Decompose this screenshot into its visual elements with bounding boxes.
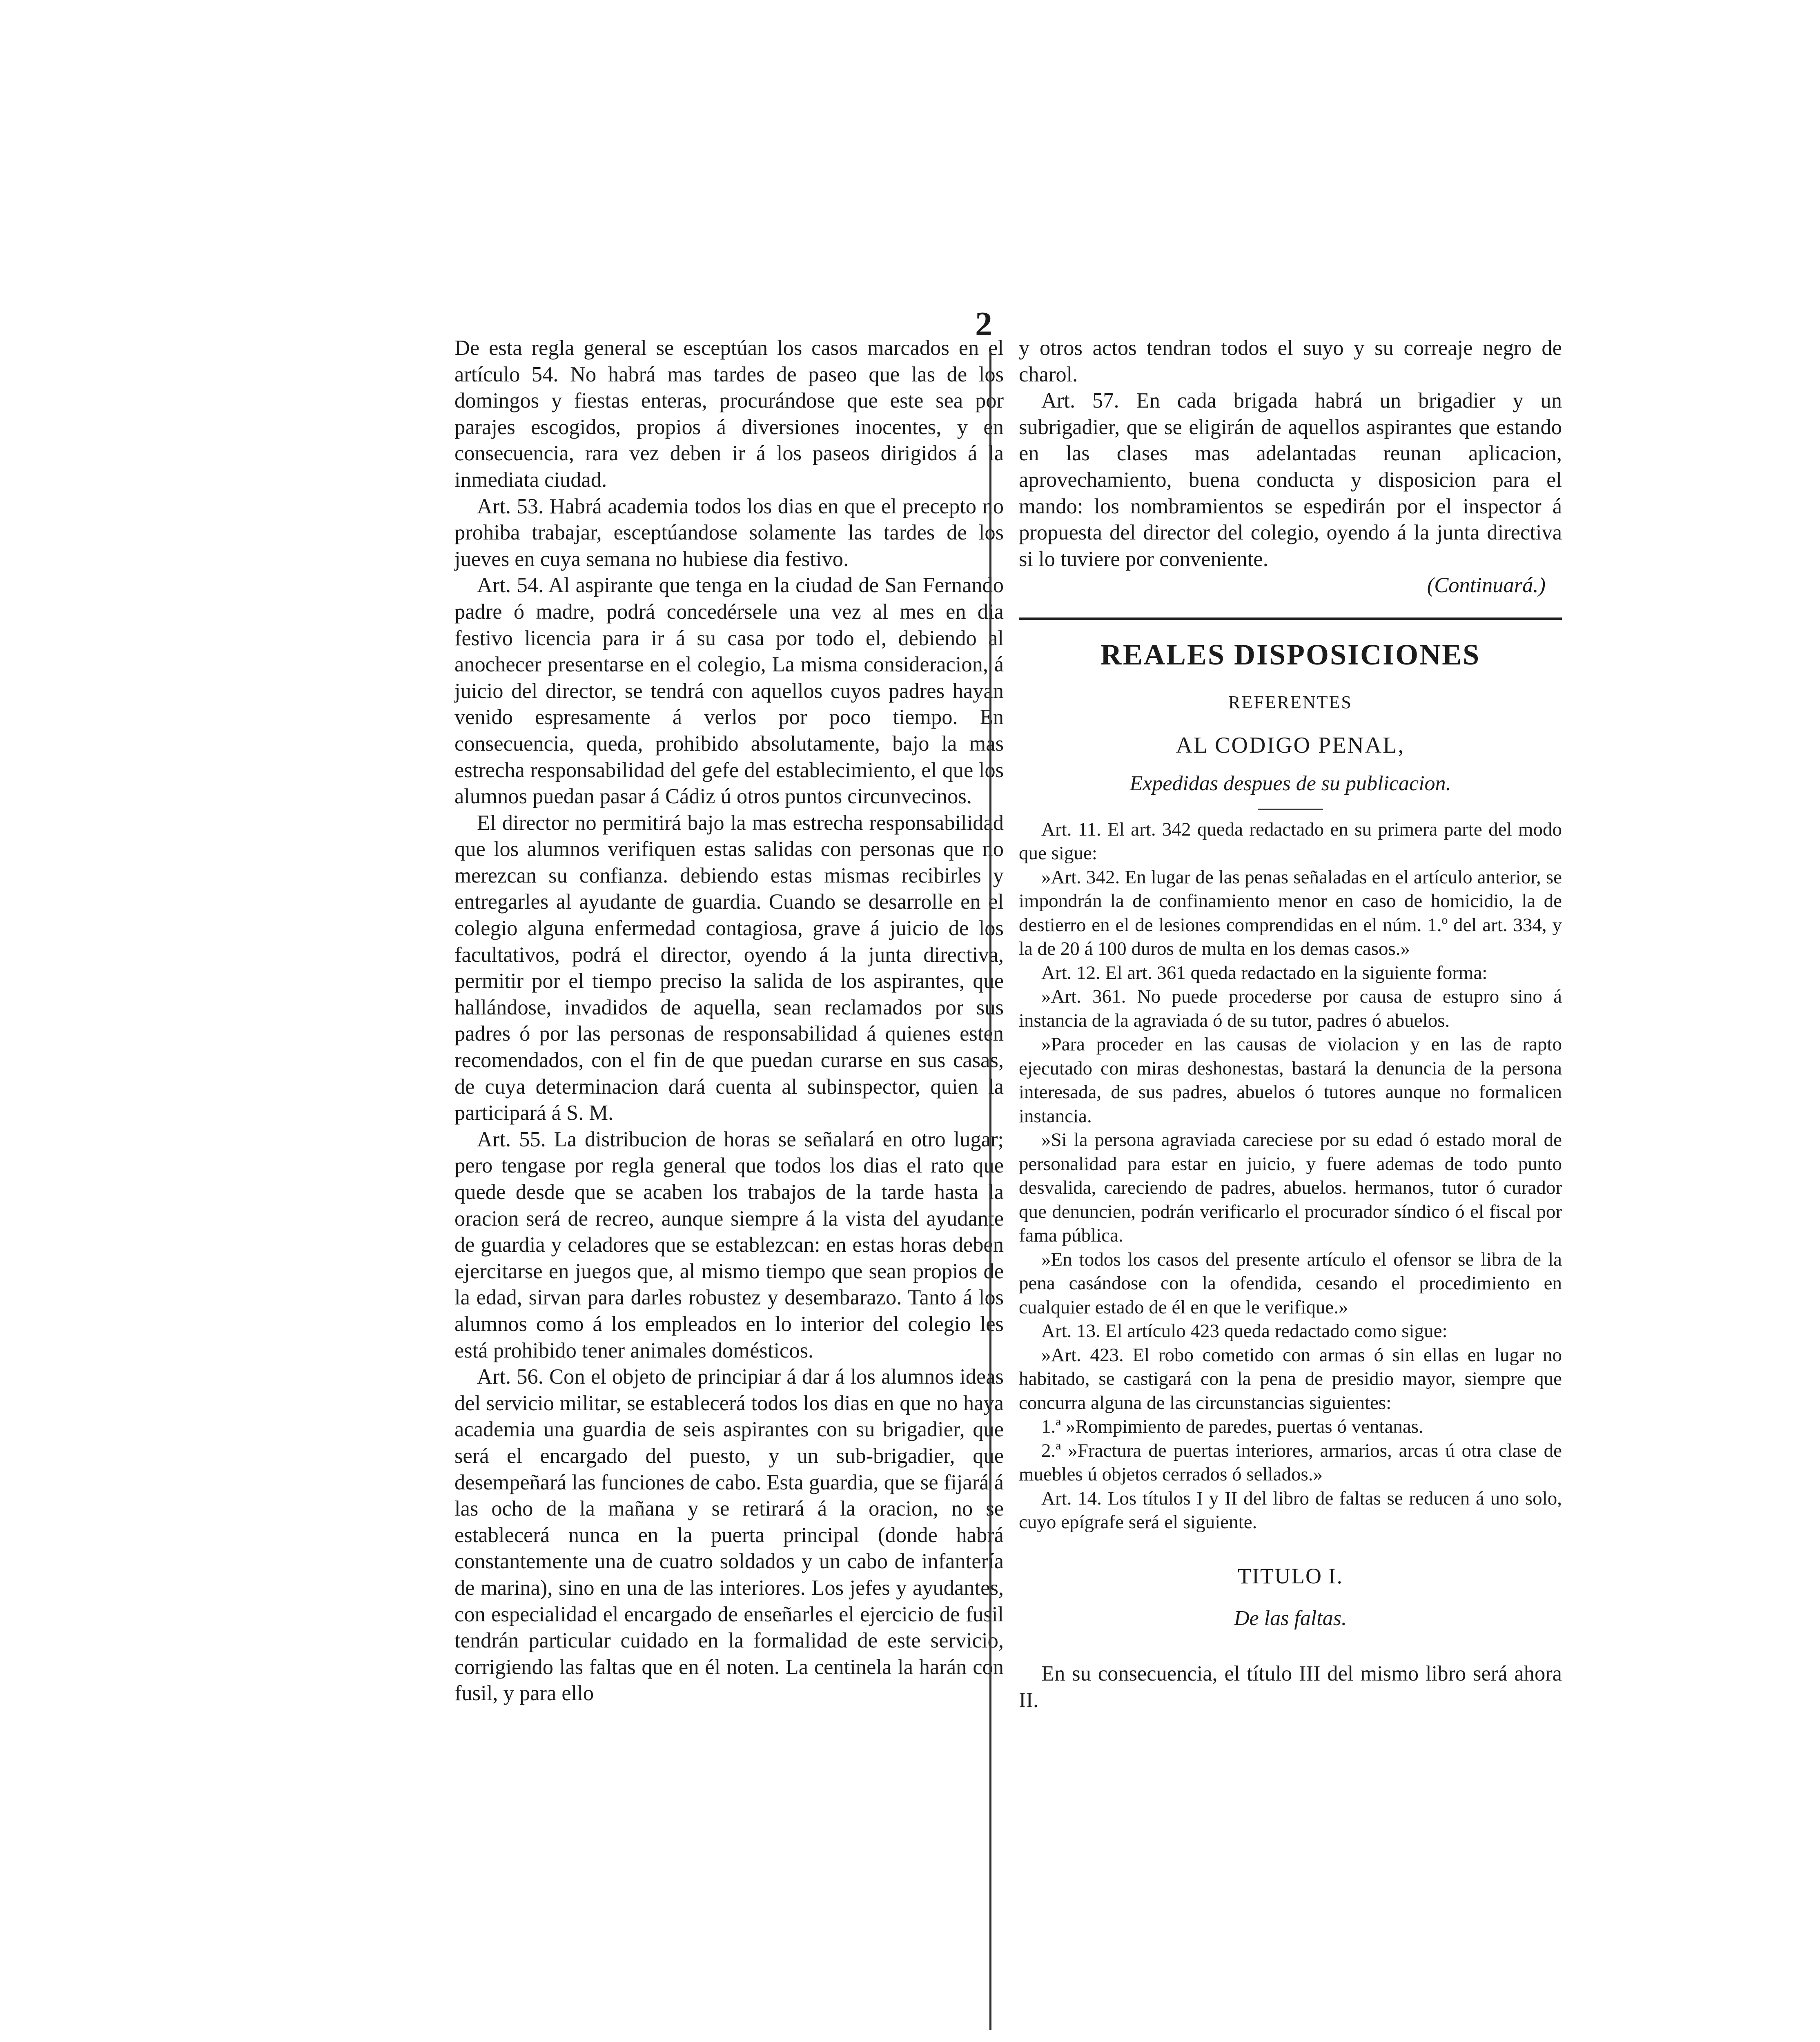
left-column xyxy=(454,335,1004,1707)
article-paragraph: Art. 14. Los títulos I y II del libro de faltas se reducen á uno solo, cuyo epígrafe será el siguiente. xyxy=(1019,1487,1562,1533)
section-rule xyxy=(1019,618,1562,620)
section-code: AL CODIGO PENAL, xyxy=(1176,732,1405,758)
page-number: 2 xyxy=(975,305,992,343)
section-referentes: REFERENTES xyxy=(1228,692,1352,712)
article-paragraph: »Para proceder en las causas de violacion y en las de rapto ejecutado con miras deshonestas, bastará la denuncia de la persona interesada, de sus padres, abuelos ó tutores aunque no formalicen instancia. xyxy=(1019,1034,1562,1127)
titulo-heading: TITULO I. xyxy=(1238,1563,1343,1588)
column-divider xyxy=(989,351,991,2030)
right-column xyxy=(1019,335,1562,1713)
article-paragraph: »Art. 361. No puede procederse por causa de estupro sino á instancia de la agraviada ó de su tutor, padres ó abuelos. xyxy=(1019,986,1562,1031)
paragraph: De esta regla general se esceptúan los casos marcados en el artículo 54. No habrá mas tardes de paseo que las de los domingos y fiestas enteras, procurándose que este sea por parajes escogidos, propios á diversiones inocentes, y en consecuencia, rara vez deben ir á los paseos dirigidos á la inmediata ciudad. xyxy=(454,336,1004,492)
short-rule xyxy=(1258,809,1323,810)
section-subtitle: Expedidas despues de su publicacion. xyxy=(1129,772,1451,796)
paragraph: El director no permitirá bajo la mas estrecha responsabilidad que los alumnos verifiquen estas salidas con personas que no merezcan su confianza. debiendo estas mismas recibirles y entregarles al ayudante de guardia. Cuando se desarrolle en el colegio alguna enfermedad contagiosa, grave á juicio de los facultativos, podrá el director, oyendo á la junta directiva, permitir por el tiempo preciso la salida de los aspirantes, que hallándose, invadidos de aquella, sean reclamados por sus padres ó por las personas de responsabilidad á quienes esten recomendados, con el fin de que puedan curarse en sus casas, de cuya determinacion dará cuenta al subinspector, quien la participará á S. M. xyxy=(454,811,1004,1125)
paragraph-art-57: Art. 57. En cada brigada habrá un brigadier y un subrigadier, que se eligirán de aquellos aspirantes que estando en las clases mas adelantadas reunan aplicacion, aprovechamiento, buena conducta y disposicion para el mando: los nombramientos se espedirán por el inspector á propuesta del director del colegio, oyendo á la junta directiva si lo tuviere por conveniente. xyxy=(1019,389,1562,571)
article-paragraph: »En todos los casos del presente artículo el ofensor se libra de la pena casándose con la ofendida, cesando el procedimiento en cualquier estado de él en que le verifique.» xyxy=(1019,1248,1562,1318)
articles-list xyxy=(1019,818,1562,1534)
paragraph: y otros actos tendran todos el suyo y su correaje negro de charol. xyxy=(1019,336,1562,386)
section-title: REALES DISPOSICIONES xyxy=(1100,638,1481,671)
article-paragraph: Art. 13. El artículo 423 queda redactado como sigue: xyxy=(1041,1320,1448,1342)
article-paragraph: Art. 11. El art. 342 queda redactado en su primera parte del modo que sigue: xyxy=(1019,818,1562,864)
titulo-subheading: De las faltas. xyxy=(1234,1607,1347,1630)
closing-paragraph: En su consecuencia, el título III del mismo libro será ahora II. xyxy=(1019,1661,1562,1712)
paragraph-art-55: Art. 55. La distribucion de horas se señalará en otro lugar; pero tengase por regla general que todos los dias el rato que quede desde que se acaben los trabajos de la tarde hasta la oracion será de recreo, aunque siempre á la vista del ayudante de guardia y celadores que se establezcan: en estas horas deben ejercitarse en juegos que, al mismo tiempo que sean propios de la edad, sirvan para darles robustez y desembarazo. Tanto á los alumnos como á los empleados en lo interior del colegio les está prohibido tener animales domésticos. xyxy=(454,1127,1004,1362)
paragraph-art-56: Art. 56. Con el objeto de principiar á dar á los alumnos ideas del servicio militar, se establecerá todos los dias en que no haya academia una guardia de seis aspirantes con su brigadier, que será el encargado del puesto, y un sub-brigadier, que desempeñará las funciones de cabo. Esta guardia, que se fijará á las ocho de la mañana y se retirará á la oracion, no se establecerá nunca en la puerta principal (donde habrá constantemente una de cuatro soldados y un cabo de infantería de marina), sino en una de las interiores. Los jefes y ayudantes, con especialidad el encargado de enseñarles el ejercicio de fusil tendrán particular cuidado en la formalidad de este servicio, corrigiendo las faltas que en él noten. La centinela la harán con fusil, y para ello xyxy=(454,1365,1004,1705)
article-paragraph: Art. 12. El art. 361 queda redactado en la siguiente forma: xyxy=(1041,962,1488,983)
article-paragraph: 1.ª »Rompimiento de paredes, puertas ó ventanas. xyxy=(1041,1416,1423,1438)
paragraph-art-54: Art. 54. Al aspirante que tenga en la ciudad de San Fernando padre ó madre, podrá concedérsele una vez al mes en dia festivo licencia para ir á su casa por todo el, debiendo al anochecer presentarse en el colegio, La misma consideracion, á juicio del director, se tendrá con aquellos cuyos padres hayan venido espresamente á verlos por poco tiempo. En consecuencia, queda, prohibido absolutamente, bajo la mas estrecha responsabilidad del gefe del establecimiento, el que los alumnos puedan pasar á Cádiz ú otros puntos circunvecinos. xyxy=(454,573,1004,809)
article-paragraph: 2.ª »Fractura de puertas interiores, armarios, arcas ú otra clase de muebles ú objetos cerrados ó sellados.» xyxy=(1019,1440,1562,1485)
article-paragraph: »Si la persona agraviada careciese por su edad ó estado moral de personalidad para estar en juicio, y fuere ademas de todo punto desvalida, careciendo de padres, abuelos. hermanos, tutor ó curador que denuncien, podrán verificarlo el procurador síndico ó el fiscal por fama pública. xyxy=(1019,1129,1562,1246)
paragraph-art-53: Art. 53. Habrá academia todos los dias en que el precepto no prohiba trabajar, esceptúandose solamente las tardes de los jueves en cuya semana no hubiese dia festivo. xyxy=(454,494,1004,571)
article-paragraph: »Art. 423. El robo cometido con armas ó sin ellas en lugar no habitado, se castigará con la pena de presidio mayor, siempre que concurra alguna de las circunstancias siguientes: xyxy=(1019,1344,1562,1413)
continuara-note: (Continuará.) xyxy=(1427,573,1546,597)
article-paragraph: »Art. 342. En lugar de las penas señaladas en el artículo anterior, se impondrán la de confinamiento menor en caso de homicidio, la de destierro en el de lesiones comprendidas en el núm. 1.º del art. 334, y la de 20 á 100 duros de multa en los demas casos.» xyxy=(1019,866,1562,960)
